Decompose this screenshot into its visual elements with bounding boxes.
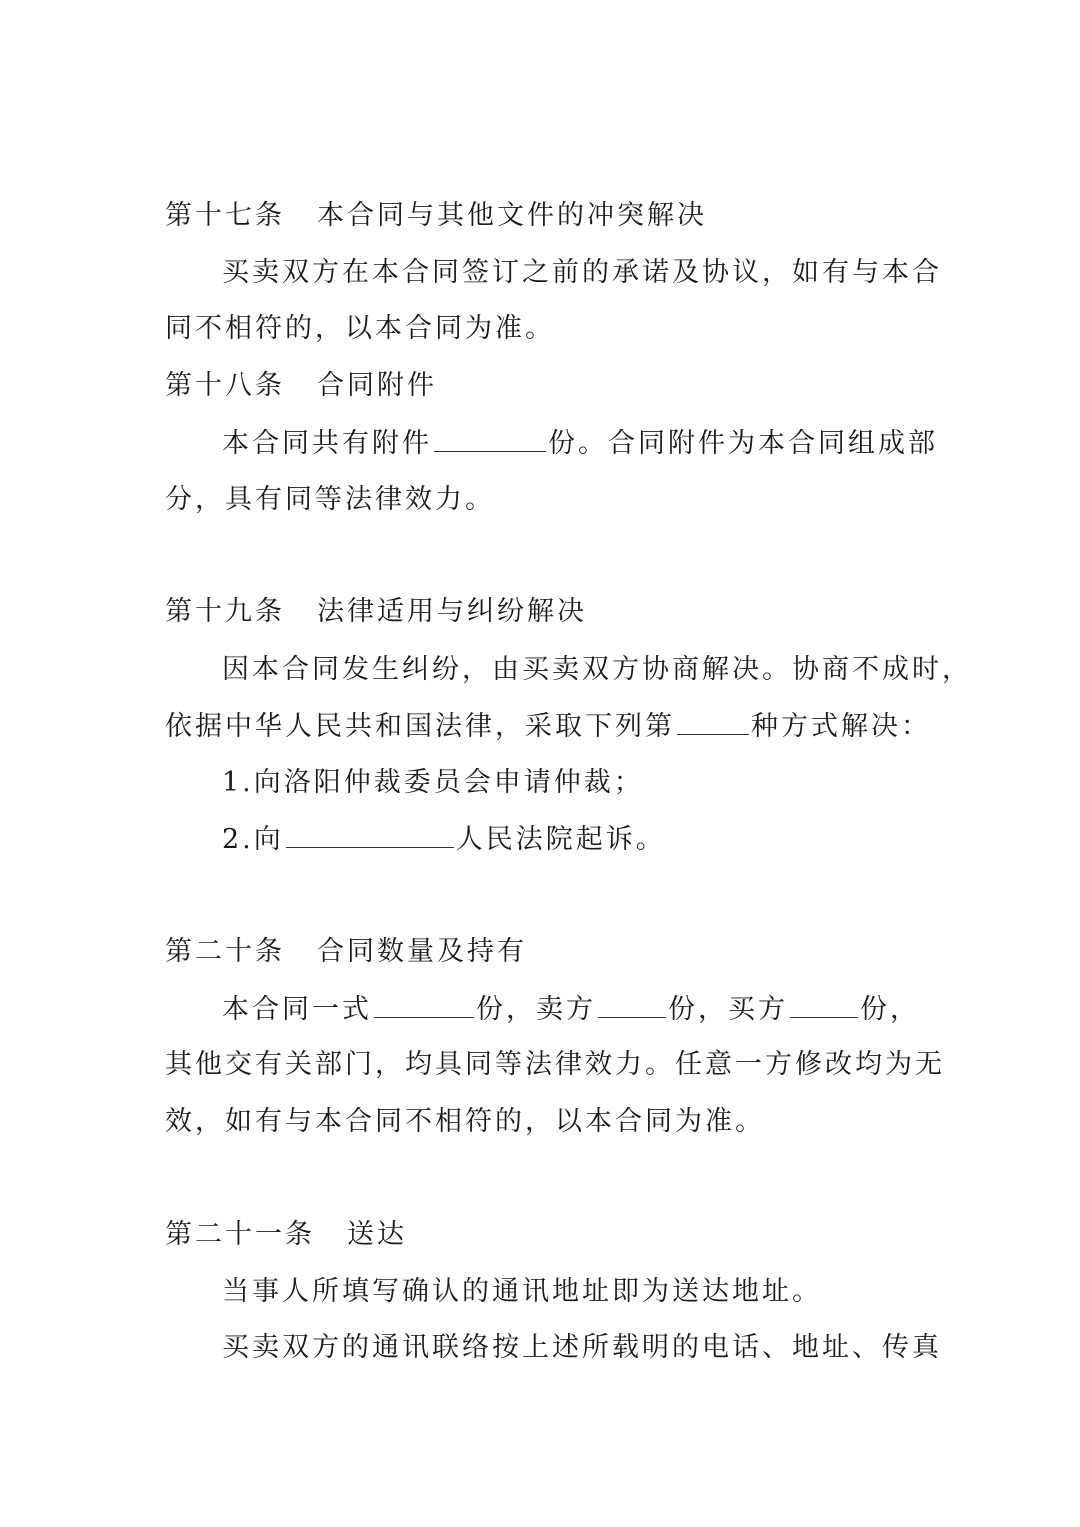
article-18-paragraph-line-2: 分，具有同等法律效力。 (165, 484, 495, 515)
article-19-paragraph-line-1: 因本合同发生纠纷，由买卖双方协商解决。协商不成时， (222, 654, 972, 685)
article-17-paragraph-line-1: 买卖双方在本合同签订之前的承诺及协议，如有与本合 (222, 257, 942, 288)
article-18-heading (165, 368, 437, 404)
article-20-text-a: 本合同一式 (222, 994, 372, 1025)
article-17-title: 本合同与其他文件的冲突解决 (317, 200, 707, 231)
seller-copies-blank[interactable] (598, 991, 666, 1018)
article-19-option-1: 1.向洛阳仲裁委员会申请仲裁； (222, 767, 644, 798)
article-17-label: 第十七条 (165, 200, 285, 231)
article-21-paragraph-line-2: 买卖双方的通讯联络按上述所载明的电话、地址、传真 (222, 1332, 942, 1363)
article-19-option-2 (222, 821, 666, 858)
article-20-label: 第二十条 (165, 936, 285, 967)
article-19-option-2-text-a: 2.向 (222, 824, 284, 855)
article-18-title: 合同附件 (317, 370, 437, 401)
article-18-text-a: 本合同共有附件 (222, 428, 432, 459)
article-19-label: 第十九条 (165, 596, 285, 627)
article-20-paragraph-line-1 (222, 991, 920, 1028)
article-20-text-d: 份， (860, 994, 920, 1025)
attachment-count-blank[interactable] (434, 425, 546, 452)
article-21-title: 送达 (347, 1219, 407, 1250)
article-19-paragraph-line-2 (165, 708, 931, 745)
article-21-label: 第二十一条 (165, 1219, 315, 1250)
article-20-heading (165, 934, 527, 970)
article-19-option-2-text-b: 人民法院起诉。 (455, 824, 666, 855)
article-19-text-a: 依据中华人民共和国法律，采取下列第 (165, 711, 675, 742)
article-20-paragraph-line-3: 效，如有与本合同不相符的，以本合同为准。 (165, 1106, 765, 1137)
article-19-text-b: 种方式解决： (751, 711, 931, 742)
article-20-paragraph-line-2: 其他交有关部门，均具同等法律效力。任意一方修改均为无 (165, 1049, 945, 1080)
article-17-heading (165, 198, 707, 234)
article-19-title: 法律适用与纠纷解决 (317, 596, 587, 627)
article-20-title: 合同数量及持有 (317, 936, 527, 967)
article-18-text-b: 份。合同附件为本合同组成部 (548, 428, 938, 459)
article-20-text-c: 份，买方 (668, 994, 788, 1025)
article-18-paragraph-line-1 (222, 425, 938, 462)
article-19-heading (165, 594, 587, 630)
article-21-heading (165, 1217, 407, 1253)
article-17-paragraph-line-2: 同不相符的，以本合同为准。 (165, 313, 555, 344)
total-copies-blank[interactable] (374, 991, 474, 1018)
article-18-label: 第十八条 (165, 370, 285, 401)
article-21-paragraph-line-1: 当事人所填写确认的通讯地址即为送达地址。 (222, 1276, 822, 1307)
court-name-blank[interactable] (286, 821, 454, 848)
article-20-text-b: 份，卖方 (476, 994, 596, 1025)
buyer-copies-blank[interactable] (790, 991, 858, 1018)
dispute-method-blank[interactable] (677, 708, 749, 735)
